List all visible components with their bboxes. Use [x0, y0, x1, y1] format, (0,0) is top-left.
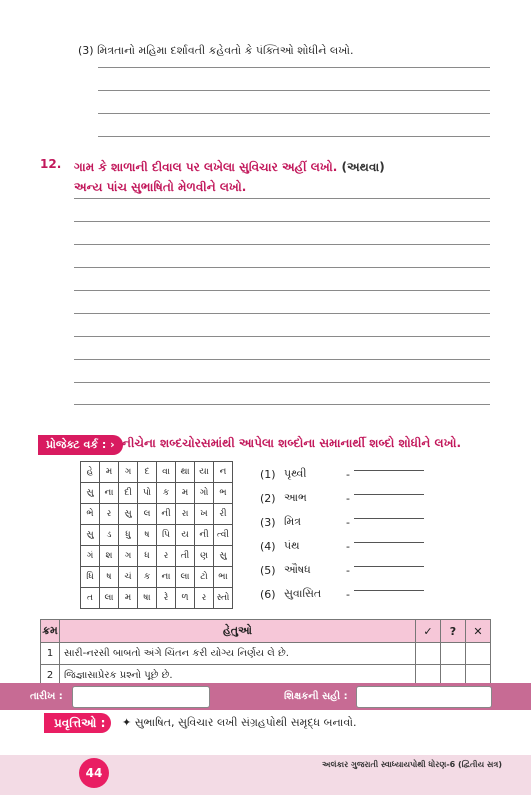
- answer-blank[interactable]: [354, 470, 424, 471]
- row-number: 1: [41, 643, 60, 665]
- grid-cell: રી: [214, 504, 233, 525]
- grid-cell: ભ: [214, 483, 233, 504]
- grid-cell: ત્વી: [214, 525, 233, 546]
- grid-cell: રા: [176, 504, 195, 525]
- answer-line[interactable]: [74, 198, 490, 199]
- word-search-grid: [80, 461, 233, 609]
- grid-cell: ના: [157, 567, 176, 588]
- item-word: સુવાસિત: [284, 587, 322, 600]
- answer-blank[interactable]: [354, 590, 424, 591]
- teacher-sign-label: શિક્ષકની સહી :: [284, 691, 348, 702]
- activities-label: પ્રવૃત્તિઓ :: [44, 713, 111, 733]
- grid-cell: સુ: [119, 504, 138, 525]
- answer-blank[interactable]: [354, 494, 424, 495]
- item-number: (5): [260, 563, 276, 577]
- item-number: (4): [260, 539, 276, 553]
- answer-blank[interactable]: [354, 566, 424, 567]
- grid-cell: લા: [100, 588, 119, 609]
- grid-cell: ણ: [195, 546, 214, 567]
- item-number: (1): [260, 467, 276, 481]
- objective-text: જિજ્ઞાસાપ્રેરક પ્રશ્નો પૂછે છે.: [60, 665, 416, 687]
- column-header-objectives: હેતુઓ: [60, 620, 416, 643]
- cross-icon: ✕: [466, 620, 491, 643]
- answer-line[interactable]: [74, 221, 490, 222]
- grid-cell: મ: [100, 462, 119, 483]
- grid-cell: મ: [176, 483, 195, 504]
- question-12-number: 12.: [40, 157, 62, 171]
- answer-line[interactable]: [74, 404, 490, 405]
- grid-cell: ન: [214, 462, 233, 483]
- question-12-prompt: [74, 157, 385, 197]
- question-icon: ?: [441, 620, 466, 643]
- question-3-text: (3) મિત્રતાનો મહિમા દર્શાવતી કહેવતો કે પંક્તિઓ શોધીને લખો.: [78, 44, 354, 57]
- grid-cell: હે: [81, 462, 100, 483]
- grid-cell: ભા: [214, 567, 233, 588]
- grid-cell: ષ: [138, 525, 157, 546]
- grid-cell: ષ: [100, 567, 119, 588]
- grid-row: [81, 504, 233, 525]
- grid-cell: થા: [176, 462, 195, 483]
- grid-cell: ષા: [138, 588, 157, 609]
- grid-cell: દ: [138, 462, 157, 483]
- grid-cell: યા: [195, 462, 214, 483]
- item-dash: -: [346, 563, 350, 577]
- grid-cell: ર: [195, 588, 214, 609]
- answer-line[interactable]: [74, 313, 490, 314]
- synonym-item: [260, 510, 424, 534]
- teacher-sign-band: [0, 683, 531, 710]
- project-work-label: [38, 435, 123, 455]
- synonym-item: [260, 486, 424, 510]
- grid-cell: લા: [176, 567, 195, 588]
- item-word: પૃથ્વી: [284, 467, 307, 480]
- grid-cell: ક: [157, 483, 176, 504]
- grid-row: [81, 525, 233, 546]
- grid-cell: ધુ: [119, 525, 138, 546]
- item-word: આભ: [284, 491, 307, 504]
- grid-cell: સુ: [81, 483, 100, 504]
- grid-cell: ખ: [195, 504, 214, 525]
- grid-cell: ત: [81, 588, 100, 609]
- grid-row: [81, 588, 233, 609]
- date-label: તારીખ :: [30, 691, 63, 702]
- column-header-number: ક્રમ: [41, 620, 60, 643]
- grid-cell: ળ: [176, 588, 195, 609]
- grid-cell: શ: [100, 546, 119, 567]
- answer-line[interactable]: [74, 290, 490, 291]
- grid-cell: ગ: [119, 462, 138, 483]
- answer-blank[interactable]: [354, 542, 424, 543]
- grid-cell: ગો: [195, 483, 214, 504]
- item-number: (6): [260, 587, 276, 601]
- grid-cell: ભે: [81, 504, 100, 525]
- answer-line[interactable]: [74, 244, 490, 245]
- answer-blank[interactable]: [354, 518, 424, 519]
- chevron-right-icon: ›: [110, 438, 115, 451]
- answer-line[interactable]: [98, 113, 490, 114]
- grid-cell: લ: [138, 504, 157, 525]
- answer-line[interactable]: [98, 136, 490, 137]
- question-12-line2: અન્ય પાંચ સુભાષિતો મેળવીને લખો.: [74, 180, 247, 194]
- grid-cell: ટો: [195, 567, 214, 588]
- grid-cell: ડ: [100, 525, 119, 546]
- check-icon: ✓: [416, 620, 441, 643]
- objectives-table: [40, 619, 491, 687]
- page-number: 44: [79, 758, 109, 788]
- answer-line[interactable]: [74, 267, 490, 268]
- synonym-item: [260, 534, 424, 558]
- item-dash: -: [346, 539, 350, 553]
- synonym-item: [260, 558, 424, 582]
- grid-cell: ર: [157, 546, 176, 567]
- answer-line[interactable]: [74, 336, 490, 337]
- date-field[interactable]: [72, 686, 210, 708]
- grid-cell: સુ: [214, 546, 233, 567]
- grid-row: [81, 546, 233, 567]
- item-number: (3): [260, 515, 276, 529]
- activities-text: ✦ સુભાષિત, સુવિચાર લખી સંગ્રહપોથી સમૃદ્ધ બનાવો.: [122, 716, 357, 729]
- grid-cell: ની: [157, 504, 176, 525]
- synonym-item: [260, 462, 424, 486]
- teacher-sign-field[interactable]: [356, 686, 492, 708]
- cross-cell[interactable]: [466, 643, 491, 665]
- grid-cell: તી: [176, 546, 195, 567]
- grid-cell: ના: [100, 483, 119, 504]
- synonym-item: [260, 582, 424, 606]
- grid-cell: ની: [195, 525, 214, 546]
- row-number: 2: [41, 665, 60, 687]
- answer-line[interactable]: [98, 90, 490, 91]
- book-title: અલંકાર ગુજરાતી સ્વાધ્યાયપોથી ધોરણ-6 (દ્વિતીય સત્ર): [322, 760, 502, 769]
- item-word: મિત્ર: [284, 515, 302, 528]
- question-12-line1: ગામ કે શાળાની દીવાલ પર લખેલા સુવિચાર અહીં લખો.: [74, 160, 338, 174]
- item-word: ઔષધ: [284, 563, 311, 576]
- synonym-word-list: [260, 462, 424, 606]
- table-row: [41, 643, 491, 665]
- grid-cell: ર: [100, 504, 119, 525]
- answer-line[interactable]: [74, 359, 490, 360]
- grid-cell: ચં: [119, 567, 138, 588]
- grid-cell: ધિ: [81, 567, 100, 588]
- grid-cell: ગં: [81, 546, 100, 567]
- grid-cell: સ્તો: [214, 588, 233, 609]
- answer-line[interactable]: [74, 382, 490, 383]
- project-work-label-text: પ્રોજેક્ટ વર્ક :: [46, 438, 107, 451]
- grid-cell: સુ: [81, 525, 100, 546]
- grid-cell: ય: [176, 525, 195, 546]
- grid-cell: ગ: [119, 546, 138, 567]
- grid-row: [81, 462, 233, 483]
- objective-text: સારી-નરસી બાબતો અંગે ચિંતન કરી યોગ્ય નિર્ણય લે છે.: [60, 643, 416, 665]
- grid-cell: રે: [157, 588, 176, 609]
- item-dash: -: [346, 587, 350, 601]
- item-word: પંથ: [284, 539, 300, 552]
- grid-cell: વા: [157, 462, 176, 483]
- grid-cell: દી: [119, 483, 138, 504]
- item-dash: -: [346, 491, 350, 505]
- answer-line[interactable]: [98, 67, 490, 68]
- question-cell[interactable]: [441, 643, 466, 665]
- grid-cell: ધ: [138, 546, 157, 567]
- project-instruction: નીચેના શબ્દચોરસમાંથી આપેલા શબ્દોના સમાનાર્થી શબ્દો શોધીને લખો.: [122, 436, 462, 450]
- grid-cell: પિ: [157, 525, 176, 546]
- grid-row: [81, 483, 233, 504]
- question-12-or: (અથવા): [341, 160, 385, 174]
- item-dash: -: [346, 467, 350, 481]
- item-number: (2): [260, 491, 276, 505]
- grid-row: [81, 567, 233, 588]
- grid-cell: પો: [138, 483, 157, 504]
- grid-cell: મ: [119, 588, 138, 609]
- item-dash: -: [346, 515, 350, 529]
- check-cell[interactable]: [416, 643, 441, 665]
- grid-cell: ક: [138, 567, 157, 588]
